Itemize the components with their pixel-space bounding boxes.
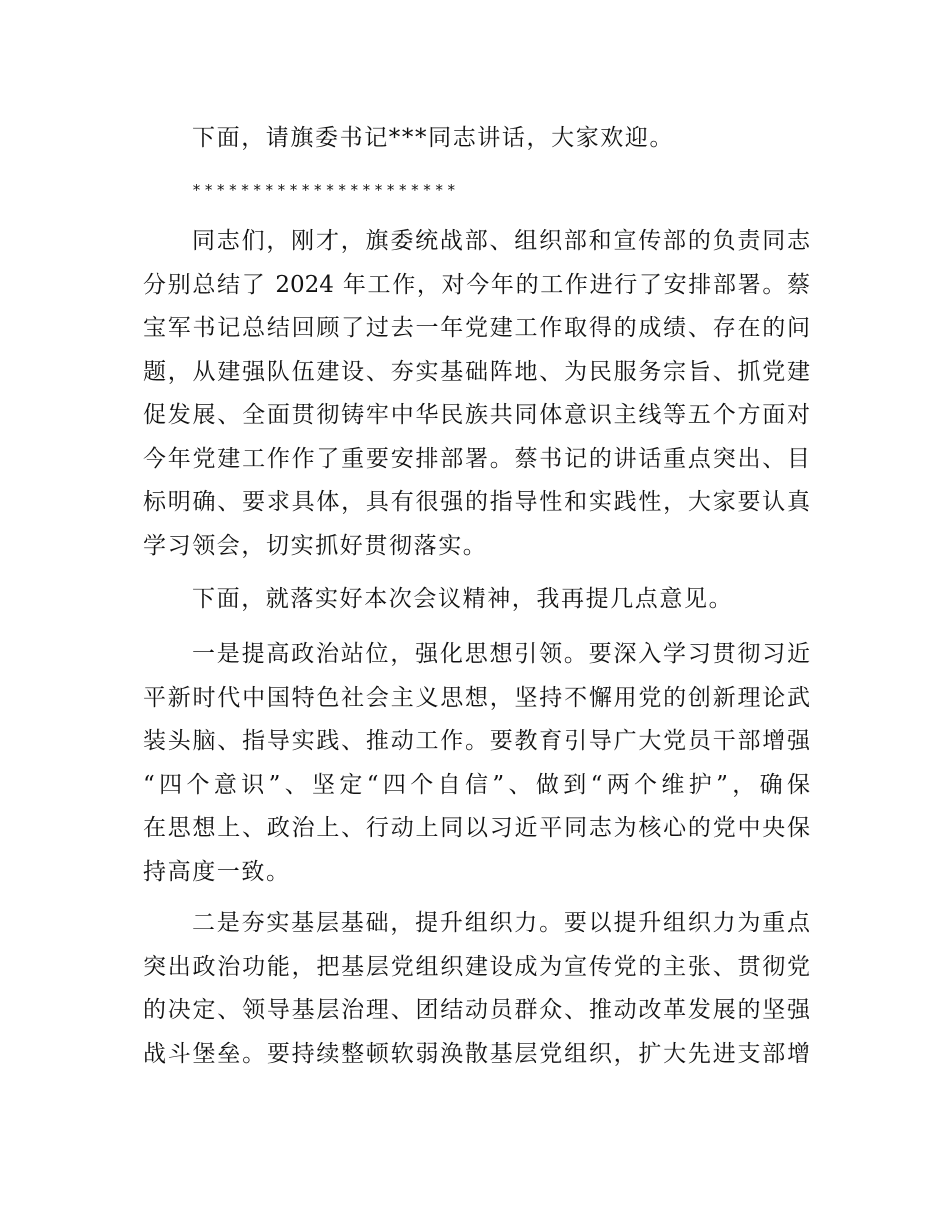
text-line: 平新时代中国特色社会主义思想，坚持不懈用党的创新理论武 — [143, 684, 810, 711]
text-line: 下面，就落实好本次会议精神，我再提几点意见。 — [192, 586, 734, 612]
text-line: 分别总结了 2024 年工作，对今年的工作进行了安排部署。蔡 — [143, 271, 810, 298]
text-line: “四个意识”、坚定“四个自信”、做到“两个维护”，确保 — [143, 771, 810, 798]
text-line: 学习领会，切实抓好贯彻落实。 — [143, 532, 488, 559]
text-line: 二是夯实基层基础，提升组织力。要以提升组织力为重点 — [192, 910, 810, 936]
text-line: 标明确、要求具体，具有很强的指导性和实践性，大家要认真 — [143, 489, 810, 515]
text-line: 下面，请旗委书记***同志讲话，大家欢迎。 — [192, 125, 675, 151]
text-line: 题，从建强队伍建设、夯实基础阵地、为民服务宗旨、抓党建 — [143, 358, 810, 385]
text-line: 装头脑、指导实践、推动工作。要教育引导广大党员干部增强 — [143, 728, 810, 754]
text-line: 一是提高政治站位，强化思想引领。要深入学习贯彻习近 — [192, 641, 810, 667]
paragraph-redacted-separator — [143, 169, 810, 213]
text-line: 今年党建工作作了重要安排部署。蔡书记的讲话重点突出、目 — [143, 445, 810, 472]
paragraph-review-summary — [143, 220, 810, 568]
text-line: 在思想上、政治上、行动上同以习近平同志为核心的党中央保 — [143, 815, 810, 841]
text-line: 突出政治功能，把基层党组织建设成为宣传党的主张、贯彻党 — [143, 953, 810, 980]
paragraph-welcome-announcement — [143, 117, 810, 161]
text-line: 持高度一致。 — [143, 858, 291, 885]
redacted-asterisks: ********************** — [192, 181, 459, 199]
paragraph-point-two — [143, 902, 810, 1076]
text-line: 宝军书记总结回顾了过去一年党建工作取得的成绩、存在的问 — [143, 315, 810, 341]
text-line: 的决定、领导基层治理、团结动员群众、推动改革发展的坚强 — [143, 997, 810, 1023]
text-line: 战斗堡垒。要持续整顿软弱涣散基层党组织，扩大先进支部增 — [143, 1040, 810, 1067]
text-line: 同志们，刚才，旗委统战部、组织部和宣传部的负责同志 — [192, 228, 810, 254]
paragraph-transition — [143, 578, 810, 622]
text-line: 促发展、全面贯彻铸牢中华民族共同体意识主线等五个方面对 — [143, 402, 810, 428]
paragraph-point-one — [143, 633, 810, 894]
